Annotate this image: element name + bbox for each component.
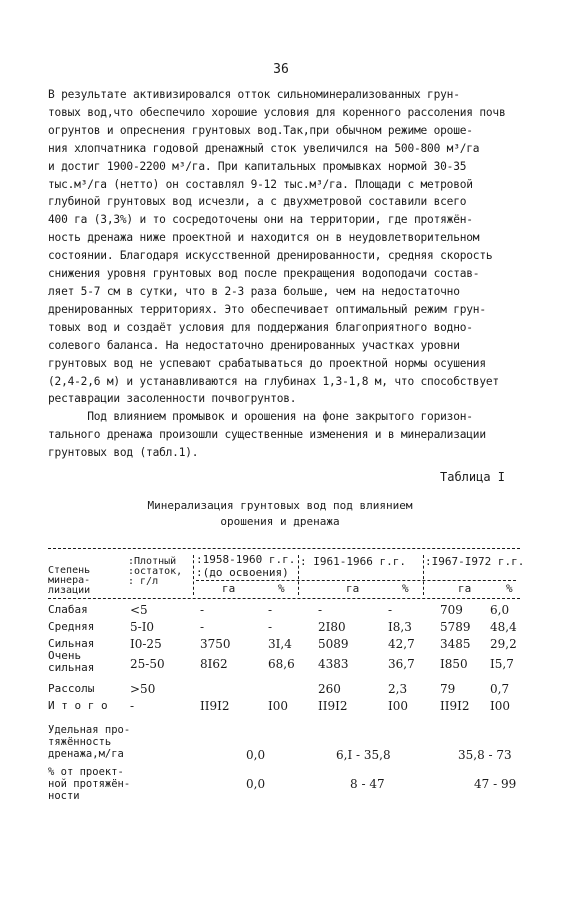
page-number: 36 [273, 62, 289, 77]
header-degree [48, 566, 90, 596]
header-line: лизации [48, 585, 91, 596]
paragraph-line: тыс.м³/га (нетто) он составлял 9-12 тыс.м³/га. Площади с метровой [48, 177, 473, 191]
table-label: Таблица I [440, 470, 506, 484]
table-cell-p1-pct: 3I,4 [268, 637, 292, 651]
extra-drainage-p1: 0,0 [246, 748, 266, 762]
table-cell-p2-pct: - [388, 603, 393, 617]
header-line: : г/л [128, 576, 159, 587]
table-cell-p2-pct: I00 [388, 699, 409, 713]
paragraph-line: грунтовых вод не успевают срабатываться до проектной нормы осушения [48, 356, 486, 370]
table-cell-p1-pct: - [268, 603, 273, 617]
paragraph-line: ляет 5-7 см в сутки, что в 2-3 раза больше, чем на недостаточно [48, 284, 460, 298]
table-cell-p2-ga: - [318, 603, 323, 617]
row-name: Средняя [48, 620, 95, 633]
row-name: Сильная [48, 637, 95, 650]
paragraph-line: снижения уровня грунтовых вод после прекращения водоподачи состав- [48, 267, 480, 281]
header-separator [298, 555, 299, 595]
table-cell-residue: <5 [130, 603, 148, 617]
table-cell-residue: I0-25 [130, 637, 162, 651]
header-residue [128, 557, 182, 587]
header-period-2: : I961-1966 г.г. [300, 555, 406, 568]
header-line: :остаток, [128, 566, 183, 577]
table-cell-p1-ga: 3750 [200, 637, 231, 651]
extra-drainage-p3: 35,8 - 73 [458, 748, 512, 762]
header-line: Степень [48, 565, 91, 576]
paragraph-line: В результате активизировался отток сильноминерализованных грун- [48, 88, 460, 101]
table-title-line-2: орошения и дренажа [220, 515, 340, 528]
table-cell-p1-ga: 8I62 [200, 657, 228, 671]
table-cell-residue: 25-50 [130, 657, 165, 671]
paragraph-line: Под влиянием промывок и орошения на фоне закрытого горизон- [48, 410, 473, 424]
table-cell-p1-ga: - [200, 603, 205, 617]
extra-label-drainage [48, 724, 130, 760]
header-period-1-note: :(до освоения) [196, 566, 289, 579]
paragraph-line: тального дренажа произошли существенные изменения и в минерализации [48, 428, 486, 442]
table-cell-p3-ga: I850 [440, 657, 468, 671]
table-cell-p2-pct: 36,7 [388, 657, 415, 671]
header-pct-2: % [402, 582, 409, 595]
header-line: :Плотный [128, 556, 177, 567]
table-cell-p3-ga: 709 [440, 603, 463, 617]
header-separator [423, 555, 424, 595]
table-cell-p3-pct: I5,7 [490, 657, 514, 671]
table-cell-p3-ga: 3485 [440, 637, 471, 651]
table-cell-p3-pct: 48,4 [490, 620, 517, 634]
table-title [100, 498, 460, 530]
table-header-rule [48, 598, 520, 599]
header-pct-3: % [506, 582, 513, 595]
row-name: Очень сильная [48, 649, 95, 674]
header-pct-1: % [278, 582, 285, 595]
header-subrule [196, 580, 516, 581]
paragraph-line: (2,4-2,6 м) и устанавливаются на глубинах 1,3-1,8 м, что способствует [48, 374, 499, 388]
row-name: И т о г о [48, 699, 108, 712]
header-period-3: :I967-I972 г.г. [425, 555, 525, 568]
paragraph-line: огрунтов и опреснения грунтовых вод.Так,при обычном режиме ороше- [48, 123, 473, 137]
paragraph-line: дренированных территориях. Это обеспечивает оптимальный режим грун- [48, 302, 486, 316]
table-cell-p1-ga: - [200, 620, 205, 634]
label-line: ной протяжён- [48, 778, 131, 790]
paragraph-line: товых вод и создаёт условия для поддержания благоприятного водно- [48, 320, 473, 334]
paragraph-line: грунтовых вод (табл.1). [48, 446, 199, 460]
table-cell-p2-pct: 2,3 [388, 682, 408, 696]
table-cell-residue: 5-I0 [130, 620, 155, 634]
extra-label-percent [48, 766, 130, 802]
extra-percent-p1: 0,0 [246, 777, 266, 791]
paragraph-line: и достиг 1900-2200 м³/га. При капитальных промывках нормой 30-35 [48, 159, 467, 173]
label-line: % от проект- [48, 766, 124, 778]
paragraph-line: товых вод,что обеспечило хорошие условия для коренного рассоления почв [48, 105, 506, 119]
table-cell-p3-pct: 0,7 [490, 682, 510, 696]
table-cell-p1-pct: 68,6 [268, 657, 295, 671]
extra-drainage-p2: 6,I - 35,8 [336, 748, 391, 762]
extra-percent-p3: 47 - 99 [474, 777, 517, 791]
paragraph-line: солевого баланса. На недостаточно дренированных участках уровни [48, 338, 460, 352]
paragraph-line: ния хлопчатника годовой дренажный сток увеличился на 500-800 м³/га [48, 141, 480, 155]
table-cell-p2-pct: 42,7 [388, 637, 415, 651]
body-paragraph [48, 86, 518, 462]
table-cell-p2-ga: 4383 [318, 657, 349, 671]
paragraph-line: ность дренажа ниже проектной и находится он в неудовлетворительном [48, 231, 480, 245]
paragraph-line: реставрации засоленности почвогрунтов. [48, 392, 297, 406]
table-cell-p3-pct: I00 [490, 699, 511, 713]
table-cell-p2-ga: 5089 [318, 637, 349, 651]
header-line: минера- [48, 575, 91, 586]
table-cell-p3-ga: 5789 [440, 620, 471, 634]
label-line: тяжённость [48, 736, 112, 748]
row-name: Рассолы [48, 682, 95, 695]
table-cell-p3-ga: 79 [440, 682, 456, 696]
header-separator [193, 555, 194, 595]
label-line: дренажа,м/га [48, 748, 124, 760]
table-cell-p3-ga: II9I2 [440, 699, 470, 713]
table-cell-p3-pct: 29,2 [490, 637, 517, 651]
header-ga-3: га [458, 582, 472, 595]
table-cell-p2-ga: 260 [318, 682, 341, 696]
extra-percent-p2: 8 - 47 [350, 777, 385, 791]
table-top-rule [48, 548, 520, 549]
table-cell-residue: >50 [130, 682, 156, 696]
header-ga-2: га [346, 582, 360, 595]
table-cell-residue: - [130, 699, 135, 713]
header-ga-1: га [222, 582, 236, 595]
table-cell-p2-ga: 2I80 [318, 620, 346, 634]
table-title-line-1: Минерализация грунтовых вод под влиянием [147, 499, 413, 512]
label-line: ности [48, 790, 80, 802]
row-name: Слабая [48, 603, 88, 616]
paragraph-line: 400 га (3,3%) и то сосредоточены они на территории, где протяжён- [48, 213, 473, 227]
table-cell-p3-pct: 6,0 [490, 603, 510, 617]
table-cell-p1-ga: II9I2 [200, 699, 230, 713]
table-cell-p1-pct: - [268, 620, 273, 634]
table-cell-p2-pct: I8,3 [388, 620, 412, 634]
table-cell-p2-ga: II9I2 [318, 699, 348, 713]
header-period-1: :1958-1960 г.г. [196, 553, 296, 566]
paragraph-line: глубиной грунтовых вод исчезли, а с двухметровой составили всего [48, 195, 467, 209]
table-cell-p1-pct: I00 [268, 699, 289, 713]
paragraph-line: состоянии. Благодаря искусственной дренированности, средняя скорость [48, 249, 493, 263]
label-line: Удельная про- [48, 724, 131, 736]
